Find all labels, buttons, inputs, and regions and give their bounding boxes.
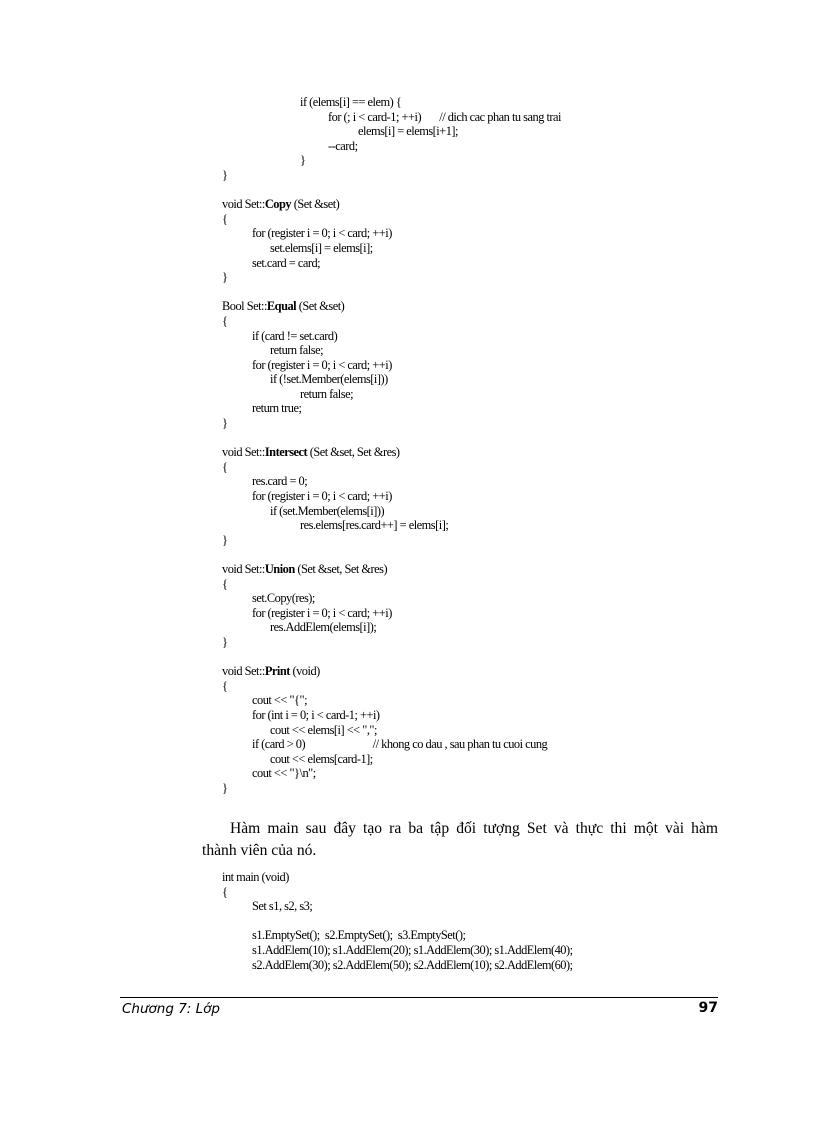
code-line [222, 445, 561, 460]
code-blank-line [222, 914, 573, 929]
code-line: for (register i = 0; i < card; ++i) [252, 226, 392, 241]
code-line: } [222, 270, 228, 285]
code-listing-main [222, 870, 573, 972]
code-blank-line [222, 547, 561, 562]
code-line: return true; [252, 401, 302, 416]
code-line [222, 562, 561, 577]
code-text: (Set &set) [296, 299, 345, 314]
footer-chapter-title: Chương 7: Lớp [122, 1001, 220, 1017]
code-line: { [222, 313, 228, 328]
code-line: if (!set.Member(elems[i])) [270, 372, 388, 387]
code-line: if (set.Member(elems[i])) [270, 503, 385, 518]
code-text: void Set:: [222, 664, 265, 679]
footer-divider [120, 997, 718, 998]
code-line: for (; i < card-1; ++i) // dich cac phan tu sang trai [328, 109, 561, 124]
code-line: cout << "}\n"; [252, 766, 316, 781]
code-line: res.AddElem(elems[i]); [270, 620, 377, 635]
code-line: } [222, 780, 228, 795]
code-text: Bool Set:: [222, 299, 267, 314]
code-line: for (int i = 0; i < card-1; ++i) [252, 707, 380, 722]
code-line: s2.AddElem(30); s2.AddElem(50); s2.AddElem(10); s2.AddElem(60); [252, 957, 573, 972]
paragraph-line-2: thành viên của nó. [202, 842, 317, 859]
code-blank-line [222, 650, 561, 665]
code-line: } [222, 532, 228, 547]
code-line: s1.EmptySet(); s2.EmptySet(); s3.EmptySet(); [252, 928, 466, 943]
code-line: set.Copy(res); [252, 591, 315, 606]
code-text: (Set &set) [291, 197, 340, 212]
code-line: for (register i = 0; i < card; ++i) [252, 605, 392, 620]
code-line: if (card > 0) // khong co dau , sau phan tu cuoi cung [252, 737, 548, 752]
code-line: } [222, 416, 228, 431]
code-line: res.elems[res.card++] = elems[i]; [300, 518, 449, 533]
code-line: if (elems[i] == elem) { [300, 95, 402, 109]
code-line: { [222, 211, 228, 226]
code-line: return false; [300, 386, 354, 401]
code-line: set.card = card; [252, 255, 321, 270]
code-line: { [222, 884, 228, 899]
code-line: int main (void) [222, 870, 289, 884]
code-line: cout << "{"; [252, 693, 308, 708]
method-name: Equal [266, 299, 297, 314]
body-paragraph [202, 818, 718, 862]
code-line: { [222, 678, 228, 693]
method-name: Copy [264, 197, 292, 212]
code-blank-line [222, 183, 561, 198]
paragraph-line-1: Hàm main sau đây tạo ra ba tập đối tượng Set và thực thi một vài hàm [230, 820, 718, 837]
footer-page-number: 97 [698, 1000, 718, 1016]
code-line: res.card = 0; [252, 474, 308, 489]
code-line: --card; [328, 138, 358, 153]
code-line: set.elems[i] = elems[i]; [270, 240, 373, 255]
code-blank-line [222, 431, 561, 446]
code-line: cout << elems[card-1]; [270, 751, 373, 766]
code-line [222, 664, 561, 679]
code-line: if (card != set.card) [252, 328, 338, 343]
code-line [222, 197, 561, 212]
code-text: (void) [289, 664, 320, 679]
code-text: (Set &set, Set &res) [307, 445, 400, 460]
code-line [222, 299, 561, 314]
code-line: } [300, 153, 306, 168]
code-line: return false; [270, 343, 324, 358]
method-name: Intersect [264, 445, 308, 460]
code-line: elems[i] = elems[i+1]; [358, 124, 459, 139]
code-text: (Set &set, Set &res) [294, 562, 388, 576]
method-name: Print [264, 664, 290, 679]
code-line: for (register i = 0; i < card; ++i) [252, 489, 392, 504]
method-name: Union [264, 562, 295, 576]
code-line: cout << elems[i] << ","; [270, 722, 377, 737]
code-line: } [222, 634, 228, 649]
code-line: } [222, 167, 228, 182]
code-line: for (register i = 0; i < card; ++i) [252, 357, 392, 372]
code-blank-line [222, 285, 561, 300]
code-line: Set s1, s2, s3; [252, 899, 313, 914]
code-line: s1.AddElem(10); s1.AddElem(20); s1.AddElem(30); s1.AddElem(40); [252, 942, 573, 957]
code-line: { [222, 576, 228, 591]
code-text: void Set:: [222, 197, 265, 212]
code-line: { [222, 459, 228, 474]
code-text: void Set:: [222, 445, 265, 460]
code-text: void Set:: [222, 562, 265, 576]
code-listing-set-methods [222, 95, 561, 796]
